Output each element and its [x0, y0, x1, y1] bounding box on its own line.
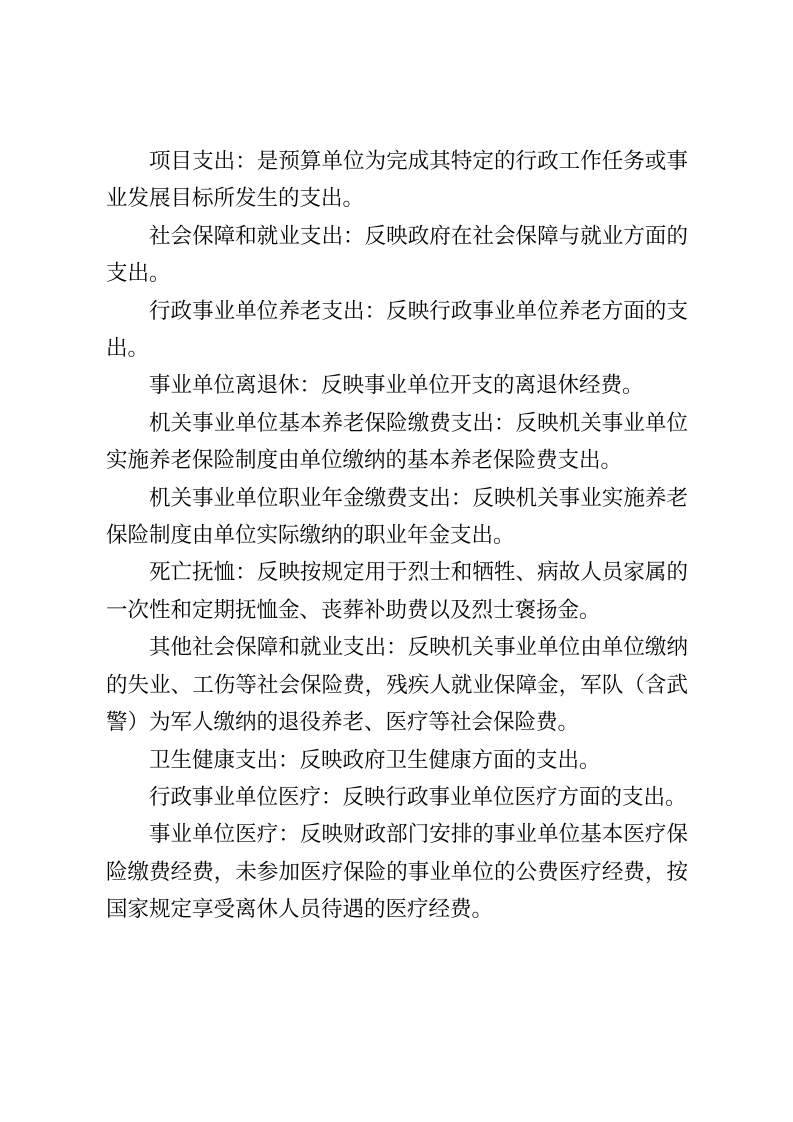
paragraph: 死亡抚恤：反映按规定用于烈士和牺牲、病故人员家属的一次性和定期抚恤金、丧葬补助费以及烈士褒扬金。 [106, 560, 688, 622]
paragraph: 事业单位医疗：反映财政部门安排的事业单位基本医疗保险缴费经费，未参加医疗保险的事业单位的公费医疗经费，按国家规定享受离休人员待遇的医疗经费。 [106, 822, 688, 922]
paragraph: 其他社会保障和就业支出：反映机关事业单位由单位缴纳的失业、工伤等社会保险费，残疾人就业保障金，军队（含武警）为军人缴纳的退役养老、医疗等社会保险费。 [106, 635, 688, 735]
paragraph: 行政事业单位医疗：反映行政事业单位医疗方面的支出。 [149, 784, 687, 809]
document-body [106, 143, 688, 929]
paragraph: 社会保障和就业支出：反映政府在社会保障与就业方面的支出。 [106, 223, 688, 286]
paragraph: 行政事业单位养老支出：反映行政事业单位养老方面的支出。 [106, 298, 688, 361]
paragraph: 项目支出：是预算单位为完成其特定的行政工作任务或事业发展目标所发生的支出。 [106, 149, 688, 211]
paragraph: 卫生健康支出：反映政府卫生健康方面的支出。 [149, 747, 601, 772]
paragraph: 机关事业单位基本养老保险缴费支出：反映机关事业单位实施养老保险制度由单位缴纳的基本养老保险费支出。 [106, 410, 688, 473]
paragraph: 事业单位离退休：反映事业单位开支的离退休经费。 [149, 373, 644, 398]
paragraph: 机关事业单位职业年金缴费支出：反映机关事业实施养老保险制度由单位实际缴纳的职业年金支出。 [106, 485, 688, 548]
